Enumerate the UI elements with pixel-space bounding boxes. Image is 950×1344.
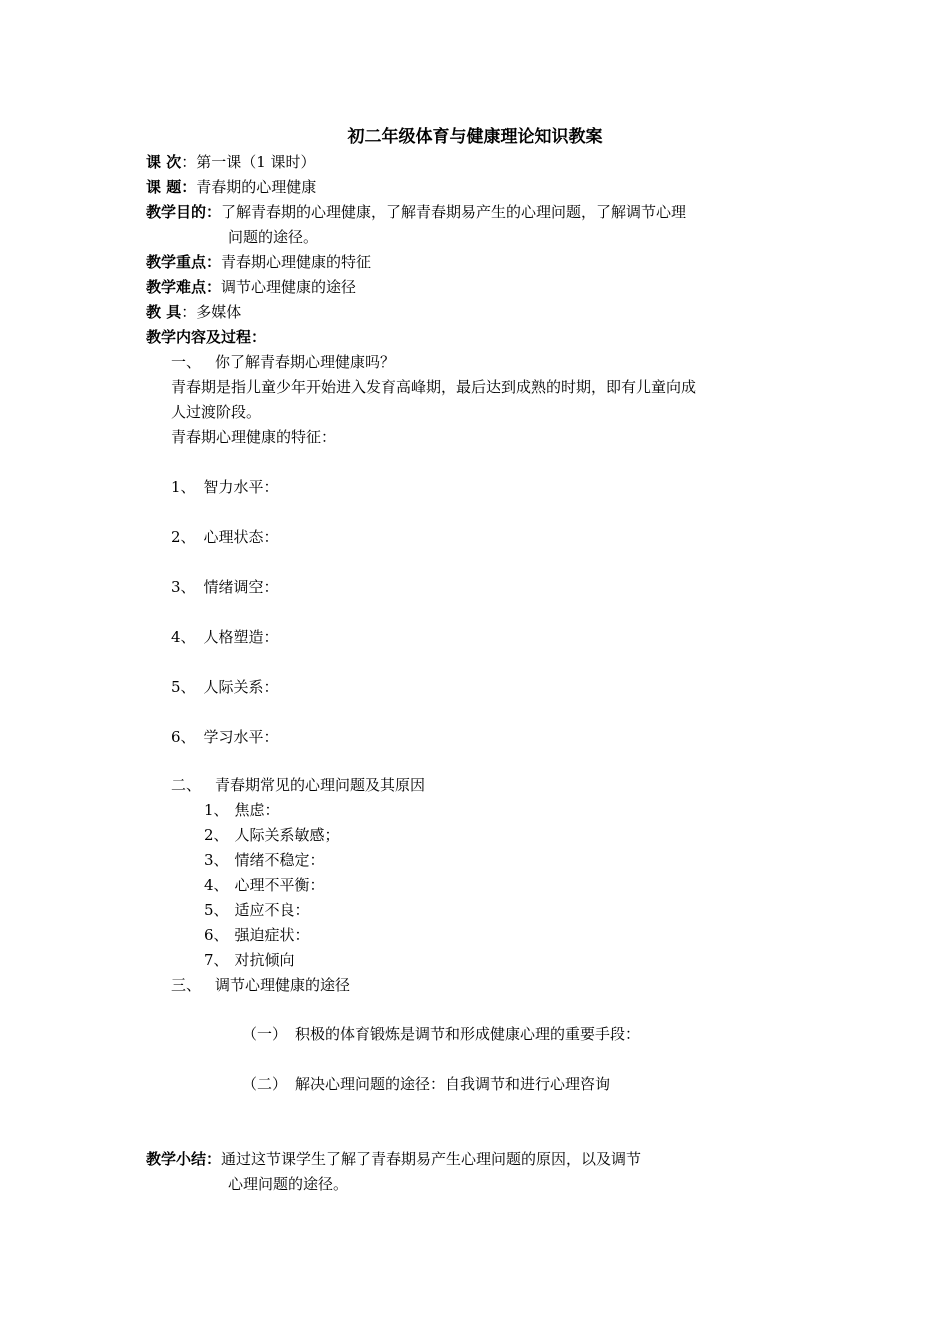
problem-item-number: 7、 (204, 951, 229, 969)
summary-line-1: 通过这节课学生了解了青春期易产生心理问题的原因，以及调节 (221, 1150, 642, 1168)
problem-item-number: 1、 (204, 801, 229, 819)
lesson-number-label: 课 次 (146, 153, 182, 171)
problem-item (204, 873, 325, 898)
summary-row (146, 1147, 641, 1172)
difficulty-row (146, 275, 356, 300)
problem-item-text: 适应不良： (234, 901, 310, 919)
approach-item (242, 1022, 640, 1047)
problem-item (204, 923, 310, 948)
feature-item (171, 725, 279, 750)
feature-item-number: 2、 (171, 528, 196, 546)
summary-label: 教学小结： (146, 1150, 222, 1168)
section-1-paragraph-line-1: 青春期是指儿童少年开始进入发育高峰期，最后达到成熟的时期，即有儿童向成 (171, 378, 697, 396)
section-3-heading (171, 973, 350, 998)
feature-item (171, 525, 279, 550)
section-1-paragraph-line-2: 人过渡阶段。 (171, 403, 262, 421)
key-point-row (146, 250, 371, 275)
difficulty-label: 教学难点： (146, 278, 222, 296)
problem-item-number: 4、 (204, 876, 229, 894)
topic-value: 青春期的心理健康 (196, 178, 317, 196)
feature-item-text: 人际关系： (203, 678, 279, 696)
problem-item-text: 强迫症状： (234, 926, 310, 944)
section-1-title: 你了解青春期心理健康吗？ (215, 353, 396, 371)
section-2-heading (171, 773, 425, 798)
feature-item-number: 3、 (171, 578, 196, 596)
problem-item-number: 5、 (204, 901, 229, 919)
key-point-label: 教学重点： (146, 253, 222, 271)
problem-item (204, 823, 340, 848)
section-1-number: 一、 (171, 353, 202, 371)
feature-item (171, 475, 279, 500)
feature-item (171, 575, 279, 600)
feature-item-text: 人格塑造： (203, 628, 279, 646)
feature-item (171, 675, 279, 700)
section-2-title: 青春期常见的心理问题及其原因 (215, 776, 426, 794)
problem-item-text: 情绪不稳定： (234, 851, 325, 869)
document-title: 初二年级体育与健康理论知识教案 (347, 127, 603, 147)
section-1-heading (171, 350, 395, 375)
problem-item-number: 6、 (204, 926, 229, 944)
problem-item (204, 798, 280, 823)
problem-item-number: 2、 (204, 826, 229, 844)
feature-item-number: 1、 (171, 478, 196, 496)
problem-item-text: 焦虑： (234, 801, 280, 819)
key-point-value: 青春期心理健康的特征 (221, 253, 372, 271)
tools-label: 教 具 (146, 303, 182, 321)
feature-item-text: 情绪调空： (203, 578, 279, 596)
problem-item (204, 948, 295, 973)
summary-line-2: 心理问题的途径。 (228, 1175, 349, 1193)
feature-item-text: 智力水平： (203, 478, 279, 496)
section-3-title: 调节心理健康的途径 (215, 976, 351, 994)
approach-item-number: （一） (242, 1025, 288, 1043)
feature-item-text: 学习水平： (203, 728, 279, 746)
problem-item (204, 898, 310, 923)
approach-item-text: 解决心理问题的途径：自我调节和进行心理咨询 (295, 1075, 611, 1093)
difficulty-value: 调节心理健康的途径 (221, 278, 357, 296)
objective-row (146, 200, 686, 225)
approach-item-number: （二） (242, 1075, 288, 1093)
features-heading: 青春期心理健康的特征： (171, 428, 337, 446)
problem-item-number: 3、 (204, 851, 229, 869)
objective-label: 教学目的： (146, 203, 222, 221)
problem-item (204, 848, 325, 873)
tools-row: 教 具：多媒体 (146, 303, 242, 321)
feature-item-text: 心理状态： (203, 528, 279, 546)
problem-item-text: 人际关系敏感； (234, 826, 340, 844)
content-process-label: 教学内容及过程： (146, 328, 267, 346)
lesson-number-row: 课 次：第一课（1 课时） (146, 153, 316, 171)
lesson-number-value: 第一课（1 课时） (196, 153, 316, 171)
section-2-number: 二、 (171, 776, 202, 794)
tools-value: 多媒体 (196, 303, 242, 321)
approach-item-text: 积极的体育锻炼是调节和形成健康心理的重要手段： (295, 1025, 641, 1043)
section-3-number: 三、 (171, 976, 202, 994)
problem-item-text: 心理不平衡： (234, 876, 325, 894)
feature-item (171, 625, 279, 650)
topic-label: 课 题： (146, 178, 197, 196)
problem-item-text: 对抗倾向 (234, 951, 295, 969)
objective-line-1: 了解青春期的心理健康，了解青春期易产生的心理问题，了解调节心理 (221, 203, 687, 221)
feature-item-number: 6、 (171, 728, 196, 746)
feature-item-number: 4、 (171, 628, 196, 646)
objective-line-2: 问题的途径。 (228, 228, 319, 246)
approach-item (242, 1072, 610, 1097)
feature-item-number: 5、 (171, 678, 196, 696)
topic-row (146, 175, 316, 200)
